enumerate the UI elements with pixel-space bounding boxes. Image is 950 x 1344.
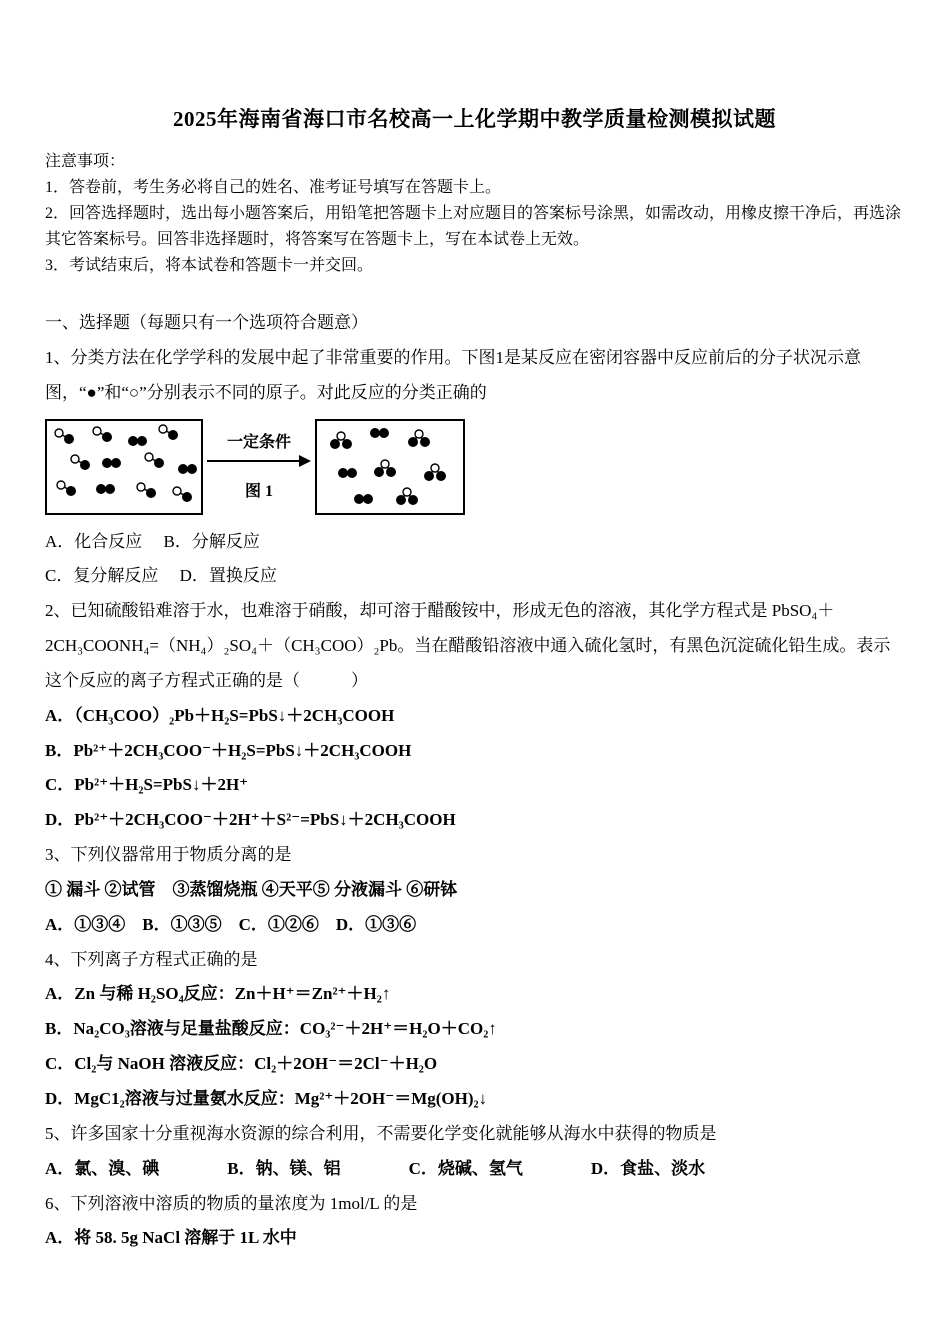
q2-option-a: A．（CH₃COO）₂Pb＋H₂S=PbS↓＋2CH₃COOH — [45, 705, 395, 725]
q4-option-a: A．Zn 与稀 H₂SO₄反应：Zn＋H⁺＝Zn²⁺＋H₂↑ — [45, 984, 391, 1004]
q5-stem: 5、许多国家十分重视海水资源的综合利用，不需要化学变化就能够从海水中获得的物质是 — [45, 1123, 717, 1143]
q3-instrument-list: ① 漏斗 ②试管 ③蒸馏烧瓶 ④天平⑤ 分液漏斗 ⑥研钵 — [45, 879, 458, 899]
question-3 — [45, 838, 904, 943]
q6-stem: 6、下列溶液中溶质的物质的量浓度为 1mol/L 的是 — [45, 1193, 418, 1213]
q1-options-ab: A．化合反应 B．分解反应 — [45, 531, 260, 551]
q4-option-b: B．Na₂CO₃溶液与足量盐酸反应：CO₃²⁻＋2H⁺＝H₂O＋CO₂↑ — [45, 1019, 497, 1039]
q4-option-d: D．MgC1₂溶液与过量氨水反应：Mg²⁺＋2OH⁻＝Mg(OH)₂↓ — [45, 1089, 488, 1109]
question-1 — [45, 341, 904, 594]
q2-option-d: D．Pb²⁺＋2CH₃COO⁻＋2H⁺＋S²⁻=PbS↓＋2CH₃COOH — [45, 810, 456, 830]
q5-options: A．氯、溴、碘 B．钠、镁、铝 C．烧碱、氢气 D．食盐、淡水 — [45, 1158, 706, 1178]
notice-heading: 注意事项： — [45, 153, 126, 170]
question-5 — [45, 1117, 904, 1187]
q1-stem: 1、分类方法在化学学科的发展中起了非常重要的作用。下图1是某反应在密闭容器中反应前后的分子状况示意图，“●”和“○”分别表示不同的原子。对此反应的分类正确的 — [45, 347, 861, 402]
figure-1 — [45, 419, 904, 515]
question-2 — [45, 594, 904, 838]
figure1-after-reaction-box — [315, 419, 465, 515]
notice-section — [45, 149, 904, 279]
q4-stem: 4、下列离子方程式正确的是 — [45, 949, 258, 969]
figure1-caption: 图 1 — [244, 482, 273, 500]
q4-option-c: C．Cl₂与 NaOH 溶液反应：Cl₂＋2OH⁻＝2Cl⁻＋H₂O — [45, 1054, 438, 1074]
q2-option-c: C．Pb²⁺＋H₂S=PbS↓＋2H⁺ — [45, 775, 249, 795]
figure1-middle — [203, 419, 315, 501]
page-title: 2025年海南省海口市名校高一上化学期中教学质量检测模拟试题 — [173, 107, 776, 131]
q3-options: A．①③④ B．①③⑤ C．①②⑥ D．①③⑥ — [45, 914, 417, 934]
notice-item-1: 1．答卷前，考生务必将自己的姓名、准考证号填写在答题卡上。 — [45, 178, 502, 196]
q2-option-b: B．Pb²⁺＋2CH₃COO⁻＋H₂S=PbS↓＋2CH₃COOH — [45, 740, 412, 760]
section1-heading: 一、选择题（每题只有一个选项符合题意） — [45, 312, 368, 332]
question-6 — [45, 1187, 904, 1257]
q3-stem: 3、下列仪器常用于物质分离的是 — [45, 845, 292, 865]
figure1-before-reaction-box — [45, 419, 203, 515]
q1-options-cd: C．复分解反应 D．置换反应 — [45, 566, 277, 586]
q2-stem: 2、已知硫酸铅难溶于水，也难溶于硝酸，却可溶于醋酸铵中，形成无色的溶液，其化学方程式是 PbSO₄＋2CH₃COONH₄=（NH₄）₂SO₄＋（CH₃COO）₂Pb。当在醋酸铅溶液中通入硫化氢时，有黑色沉淀硫化铅生成。表示这个反应的离子方程式正确的是（ ） — [45, 601, 891, 690]
arrow-right-icon — [207, 454, 311, 468]
q6-option-a: A．将 58. 5g NaCl 溶解于 1L 水中 — [45, 1228, 297, 1248]
question-4 — [45, 943, 904, 1117]
notice-item-2: 2．回答选择题时，选出每小题答案后，用铅笔把答题卡上对应题目的答案标号涂黑，如需改动，用橡皮擦干净后，再选涂其它答案标号。回答非选择题时，将答案写在答题卡上，写在本试卷上无效。 — [45, 204, 902, 248]
figure1-condition-label: 一定条件 — [226, 433, 291, 451]
notice-item-3: 3．考试结束后，将本试卷和答题卡一并交回。 — [45, 256, 374, 274]
